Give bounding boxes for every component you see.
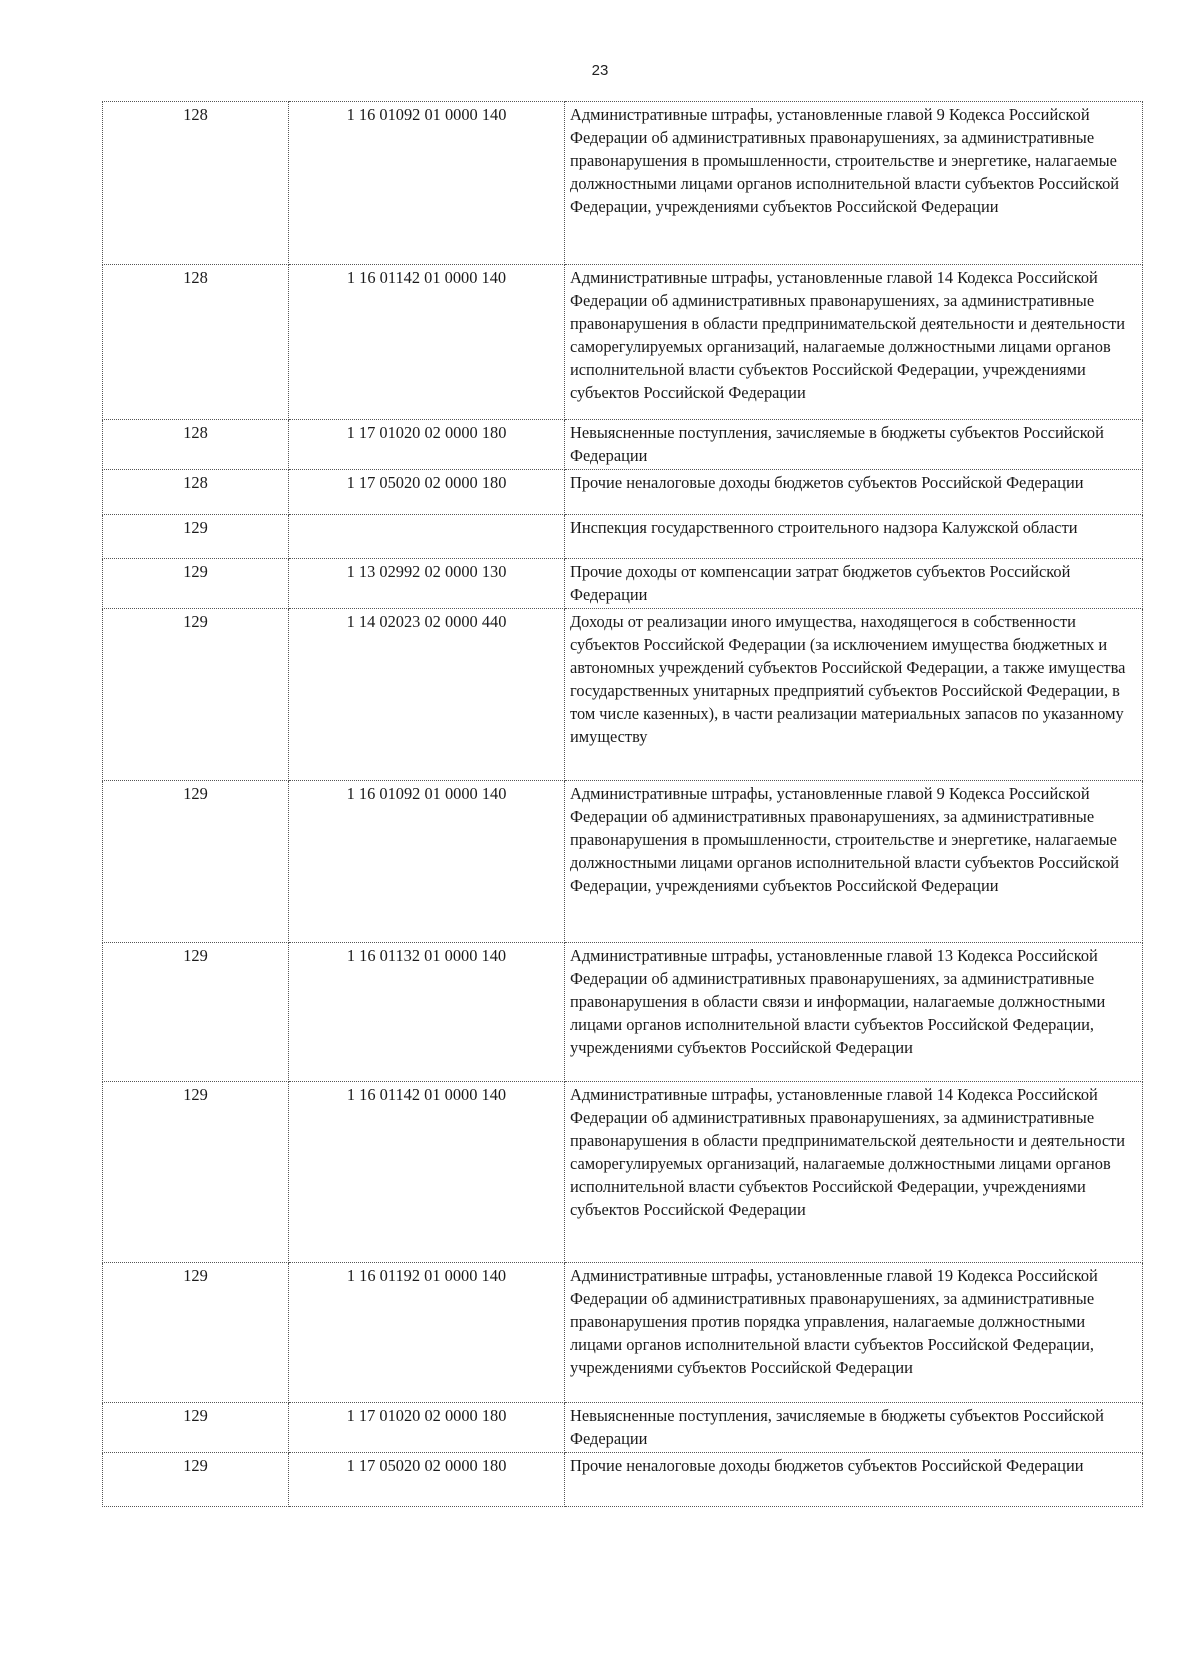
admin-code-cell: 129 bbox=[103, 943, 289, 1082]
budget-classification-code-cell: 1 17 05020 02 0000 180 bbox=[289, 470, 565, 515]
budget-classification-code-cell: 1 16 01132 01 0000 140 bbox=[289, 943, 565, 1082]
budget-classification-code-cell: 1 13 02992 02 0000 130 bbox=[289, 559, 565, 609]
revenue-description-cell: Административные штрафы, установленные главой 14 Кодекса Российской Федерации об административных правонарушениях, за административные правонарушения в области предпринимательской деятельности и деятельности саморегулируемых организаций, налагаемые должностными лицами органов исполнительной власти субъектов Российской Федерации, учреждениями субъектов Российской Федерации bbox=[565, 265, 1143, 420]
revenue-description-cell: Невыясненные поступления, зачисляемые в бюджеты субъектов Российской Федерации bbox=[565, 1403, 1143, 1453]
budget-codes-table bbox=[102, 101, 1143, 1507]
table-body bbox=[103, 102, 1143, 1507]
budget-classification-code-cell: 1 17 05020 02 0000 180 bbox=[289, 1453, 565, 1507]
table-row bbox=[103, 1082, 1143, 1263]
admin-code-cell: 129 bbox=[103, 1403, 289, 1453]
revenue-description-cell: Административные штрафы, установленные главой 9 Кодекса Российской Федерации об административных правонарушениях, за административные правонарушения в промышленности, строительстве и энергетике, налагаемые должностными лицами органов исполнительной власти субъектов Российской Федерации, учреждениями субъектов Российской Федерации bbox=[565, 781, 1143, 943]
table-row bbox=[103, 515, 1143, 559]
table-row bbox=[103, 1453, 1143, 1507]
revenue-description-cell: Прочие неналоговые доходы бюджетов субъектов Российской Федерации bbox=[565, 470, 1143, 515]
revenue-description-cell: Невыясненные поступления, зачисляемые в бюджеты субъектов Российской Федерации bbox=[565, 420, 1143, 470]
admin-code-cell: 129 bbox=[103, 559, 289, 609]
table-row bbox=[103, 420, 1143, 470]
revenue-description-cell: Инспекция государственного строительного надзора Калужской области bbox=[565, 515, 1143, 559]
table-row bbox=[103, 1403, 1143, 1453]
revenue-description-cell: Административные штрафы, установленные главой 9 Кодекса Российской Федерации об административных правонарушениях, за административные правонарушения в промышленности, строительстве и энергетике, налагаемые должностными лицами органов исполнительной власти субъектов Российской Федерации, учреждениями субъектов Российской Федерации bbox=[565, 102, 1143, 265]
table-row bbox=[103, 609, 1143, 781]
admin-code-cell: 129 bbox=[103, 781, 289, 943]
admin-code-cell: 129 bbox=[103, 609, 289, 781]
revenue-description-cell: Административные штрафы, установленные главой 19 Кодекса Российской Федерации об административных правонарушениях, за административные правонарушения против порядка управления, налагаемые должностными лицами органов исполнительной власти субъектов Российской Федерации, учреждениями субъектов Российской Федерации bbox=[565, 1263, 1143, 1403]
budget-classification-code-cell: 1 17 01020 02 0000 180 bbox=[289, 420, 565, 470]
table-row bbox=[103, 102, 1143, 265]
admin-code-cell: 129 bbox=[103, 1263, 289, 1403]
admin-code-cell: 128 bbox=[103, 420, 289, 470]
budget-classification-code-cell: 1 16 01092 01 0000 140 bbox=[289, 102, 565, 265]
budget-classification-code-cell: 1 14 02023 02 0000 440 bbox=[289, 609, 565, 781]
table-row bbox=[103, 781, 1143, 943]
table-row bbox=[103, 265, 1143, 420]
admin-code-cell: 129 bbox=[103, 1453, 289, 1507]
table-row bbox=[103, 1263, 1143, 1403]
budget-classification-code-cell: 1 16 01192 01 0000 140 bbox=[289, 1263, 565, 1403]
table-row bbox=[103, 470, 1143, 515]
admin-code-cell: 129 bbox=[103, 515, 289, 559]
page-number: 23 bbox=[591, 62, 609, 79]
table-row bbox=[103, 559, 1143, 609]
budget-classification-code-cell: 1 16 01142 01 0000 140 bbox=[289, 1082, 565, 1263]
revenue-description-cell: Административные штрафы, установленные главой 14 Кодекса Российской Федерации об административных правонарушениях, за административные правонарушения в области предпринимательской деятельности и деятельности саморегулируемых организаций, налагаемые должностными лицами органов исполнительной власти субъектов Российской Федерации, учреждениями субъектов Российской Федерации bbox=[565, 1082, 1143, 1263]
admin-code-cell: 128 bbox=[103, 102, 289, 265]
admin-code-cell: 129 bbox=[103, 1082, 289, 1263]
budget-classification-code-cell: 1 17 01020 02 0000 180 bbox=[289, 1403, 565, 1453]
budget-classification-code-cell: 1 16 01142 01 0000 140 bbox=[289, 265, 565, 420]
table-row bbox=[103, 943, 1143, 1082]
budget-classification-code-cell bbox=[289, 515, 565, 559]
revenue-description-cell: Административные штрафы, установленные главой 13 Кодекса Российской Федерации об административных правонарушениях, за административные правонарушения в области связи и информации, налагаемые должностными лицами органов исполнительной власти субъектов Российской Федерации, учреждениями субъектов Российской Федерации bbox=[565, 943, 1143, 1082]
revenue-description-cell: Доходы от реализации иного имущества, находящегося в собственности субъектов Российской Федерации (за исключением имущества бюджетных и автономных учреждений субъектов Российской Федерации, а также имущества государственных унитарных предприятий субъектов Российской Федерации, в том числе казенных), в части реализации материальных запасов по указанному имуществу bbox=[565, 609, 1143, 781]
budget-classification-code-cell: 1 16 01092 01 0000 140 bbox=[289, 781, 565, 943]
admin-code-cell: 128 bbox=[103, 265, 289, 420]
revenue-description-cell: Прочие неналоговые доходы бюджетов субъектов Российской Федерации bbox=[565, 1453, 1143, 1507]
admin-code-cell: 128 bbox=[103, 470, 289, 515]
revenue-description-cell: Прочие доходы от компенсации затрат бюджетов субъектов Российской Федерации bbox=[565, 559, 1143, 609]
